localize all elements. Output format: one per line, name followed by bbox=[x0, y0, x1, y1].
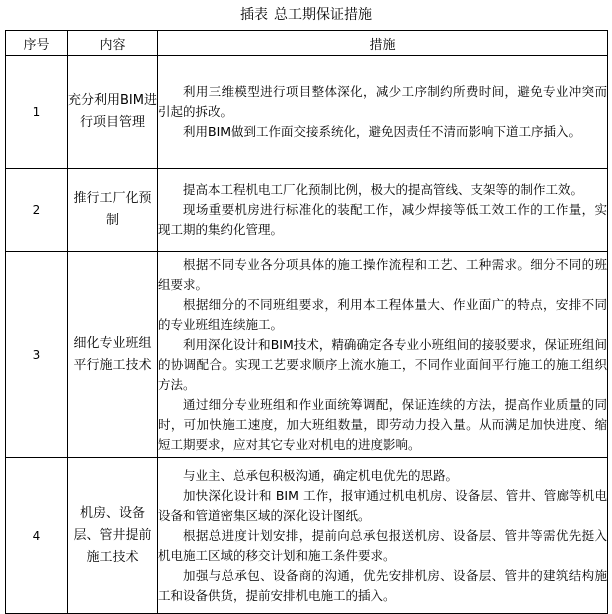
title-main: 总工期保证措施 bbox=[274, 7, 372, 23]
row-content: 细化专业班组平行施工技术 bbox=[68, 252, 158, 458]
table-row bbox=[6, 169, 608, 252]
row-content: 推行工厂化预制 bbox=[68, 169, 158, 252]
row-measures bbox=[158, 169, 608, 252]
measure-paragraph: 根据总进度计划安排，提前向总承包报送机房、设备层、管井等需优先挺入机电施工区域的移交计划和施工条件要求。 bbox=[158, 527, 607, 563]
measure-paragraph: 提高本工程机电工厂化预制比例，极大的提高管线、支架等的制作工效。 bbox=[183, 182, 584, 197]
row-measures bbox=[158, 252, 608, 458]
measure-paragraph: 利用BIM做到工作面交接系统化，避免因责任不清而影响下道工序插入。 bbox=[183, 124, 582, 139]
measure-paragraph: 通过细分专业班组和作业面统筹调配，保证连续的方法，提高作业质量的同时，可加快施工速度，加大班组数量，即劳动力投入量。从而满足加快进度、缩短工期要求，应对其它专业对机电的进度影响。 bbox=[158, 396, 607, 452]
row-measures bbox=[158, 458, 608, 614]
measure-paragraph: 利用深化设计和BIM技术，精确确定各专业小班组间的接驳要求，保证班组间的协调配合。实现工艺要求顺序上流水施工，不同作业面间平行施工的施工组织方法。 bbox=[158, 336, 607, 392]
row-number: 3 bbox=[6, 252, 68, 458]
row-content: 充分利用BIM进行项目管理 bbox=[68, 56, 158, 169]
row-measures bbox=[158, 56, 608, 169]
measure-paragraph: 根据细分的不同班组要求，利用本工程体量大、作业面广的特点，安排不同的专业班组连续施工。 bbox=[158, 296, 607, 332]
measure-paragraph: 现场重要机房进行标准化的装配工作，减少焊接等低工效工作的工作量，实现工期的集约化管理。 bbox=[158, 202, 607, 237]
row-number: 4 bbox=[6, 458, 68, 614]
document-title bbox=[0, 5, 612, 25]
measure-paragraph: 根据不同专业各分项具体的施工操作流程和工艺、工种需求。细分不同的班组要求。 bbox=[158, 256, 607, 292]
header-measures: 措施 bbox=[158, 31, 608, 56]
header-no: 序号 bbox=[6, 31, 68, 56]
row-content: 机房、设备层、管井提前施工技术 bbox=[68, 458, 158, 614]
measure-paragraph: 加强与总承包、设备商的沟通，优先安排机房、设备层、管井的建筑结构施工和设备供货，提前安排机电施工的插入。 bbox=[158, 567, 607, 603]
row-number: 2 bbox=[6, 169, 68, 252]
table-row bbox=[6, 252, 608, 458]
header-content: 内容 bbox=[68, 31, 158, 56]
measure-paragraph: 利用三维模型进行项目整体深化，减少工序制约所费时间，避免专业冲突而引起的拆改。 bbox=[158, 84, 607, 119]
measure-paragraph: 与业主、总承包积极沟通，确定机电优先的思路。 bbox=[183, 467, 459, 483]
table-row bbox=[6, 56, 608, 169]
schedule-measures-table bbox=[5, 30, 608, 614]
table-row bbox=[6, 458, 608, 614]
measure-paragraph: 加快深化设计和 BIM 工作，报审通过机电机房、设备层、管井、管廊等机电设备和管道密集区域的深化设计图纸。 bbox=[158, 487, 607, 523]
title-prefix: 插表 bbox=[240, 7, 268, 23]
row-number: 1 bbox=[6, 56, 68, 169]
table-header-row bbox=[6, 31, 608, 56]
